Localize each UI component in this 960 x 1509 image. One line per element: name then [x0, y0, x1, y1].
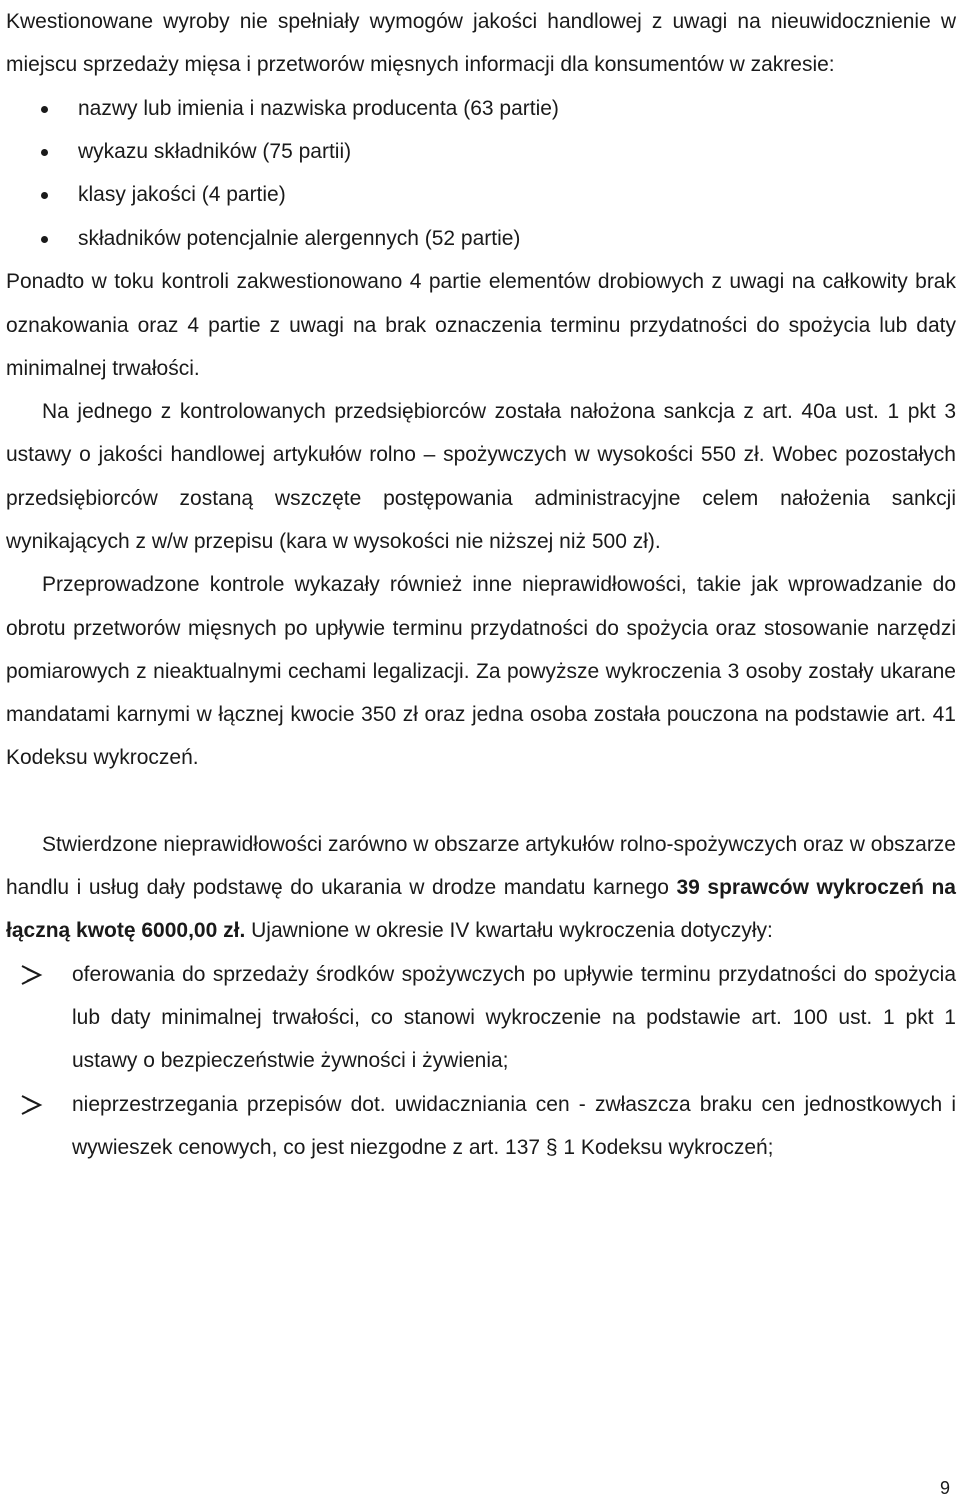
paragraph-other-irregularities: Przeprowadzone kontrole wykazały również inne nieprawidłowości, takie jak wprowadzanie do obrotu przetworów mięsnych po upływie terminu przydatności do spożycia oraz stosowanie narzędzi pomiarowych z nieaktualnymi cechami legalizacji. Za powyższe wykroczenia 3 osoby zostały ukarane mandatami karnymi w łącznej kwocie 350 zł oraz jedna osoba została pouczona na podstawie art. 41 Kodeksu wykroczeń.: [6, 573, 956, 770]
page-number: 9: [939, 1478, 950, 1498]
spacer: [6, 780, 956, 823]
bullet-icon: [41, 149, 48, 156]
arrow-bullet-icon: [20, 964, 46, 986]
bullet-icon: [41, 236, 48, 243]
bullet-list: [6, 87, 956, 261]
bullet-item: nazwy lub imienia i nazwiska producenta (63 partie): [6, 87, 956, 130]
arrow-list: [6, 953, 956, 1170]
bullet-icon: [41, 106, 48, 113]
paragraph-additional-findings: Ponadto w toku kontroli zakwestionowano 4 partie elementów drobiowych z uwagi na całkowity brak oznakowania oraz 4 partie z uwagi na brak oznaczenia terminu przydatności do spożycia lub daty minimalnej trwałości.: [6, 270, 956, 380]
paragraph-intro: Kwestionowane wyroby nie spełniały wymogów jakości handlowej z uwagi na nieuwidocznienie w miejscu sprzedaży mięsa i przetworów mięsnych informacji dla konsumentów w zakresie:: [6, 10, 956, 77]
summary-highlight: 39 sprawców wykroczeń na łączną kwotę 6000,00 zł.: [6, 876, 956, 943]
bullet-item: klasy jakości (4 partie): [6, 173, 956, 216]
paragraph-sanctions: Na jednego z kontrolowanych przedsiębiorców została nałożona sankcja z art. 40a ust. 1 pkt 3 ustawy o jakości handlowej artykułów rolno – spożywczych w wysokości 550 zł. Wobec pozostałych przedsiębiorców zostaną wszczęte postępowania administracyjne celem nałożenia sankcji wynikających z w/w przepisu (kara w wysokości nie niższej niż 500 zł).: [6, 400, 956, 553]
paragraph-summary: Stwierdzone nieprawidłowości zarówno w obszarze artykułów rolno-spożywczych oraz w obszarze handlu i usług dały podstawę do ukarania w drodze mandatu karnego 39 sprawców wykroczeń na łączną kwotę 6000,00 zł. Ujawnione w okresie IV kwartału wykroczenia dotyczyły:: [6, 832, 956, 943]
arrow-bullet-icon: [20, 1094, 46, 1116]
arrow-item: oferowania do sprzedaży środków spożywczych po upływie terminu przydatności do spożycia lub daty minimalnej trwałości, co stanowi wykroczenie na podstawie art. 100 ust. 1 pkt 1 ustawy o bezpieczeństwie żywności i żywienia;: [6, 953, 956, 1083]
bullet-icon: [41, 192, 48, 199]
document-page: [6, 0, 956, 1170]
arrow-item: nieprzestrzegania przepisów dot. uwidaczniania cen - zwłaszcza braku cen jednostkowych i wywieszek cenowych, co jest niezgodne z art. 137 § 1 Kodeksu wykroczeń;: [6, 1083, 956, 1170]
bullet-item: wykazu składników (75 partii): [6, 130, 956, 173]
bullet-item: składników potencjalnie alergennych (52 partie): [6, 217, 956, 260]
